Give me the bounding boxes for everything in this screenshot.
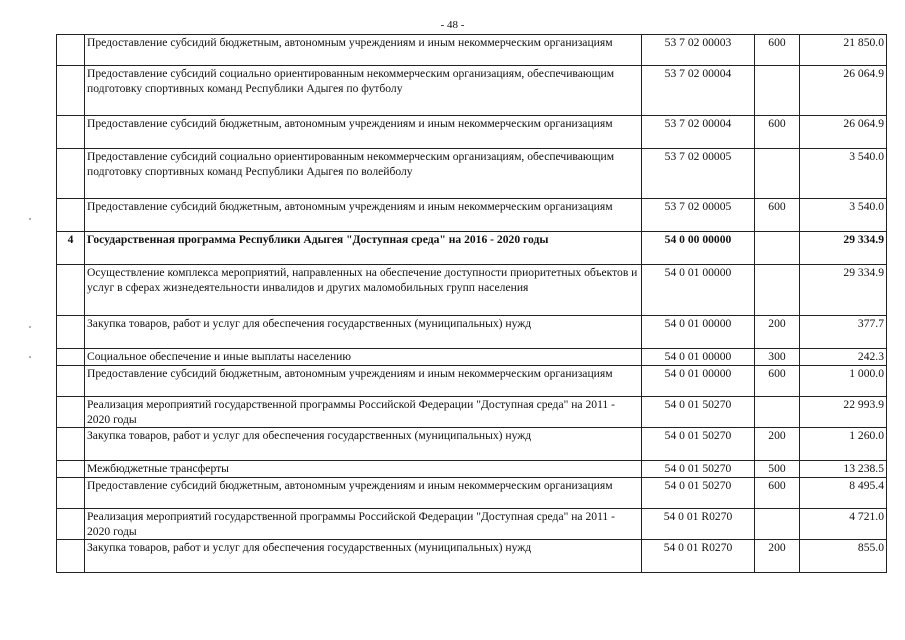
row-expense-type (755, 66, 800, 116)
row-expense-type (755, 509, 800, 540)
row-amount: 4 721.0 (800, 509, 887, 540)
row-name: Закупка товаров, работ и услуг для обеспечения государственных (муниципальных) нужд (85, 428, 642, 461)
row-code: 54 0 00 00000 (642, 232, 755, 265)
row-expense-type: 200 (755, 428, 800, 461)
row-code: 53 7 02 00003 (642, 35, 755, 66)
row-number (57, 35, 85, 66)
row-amount: 1 260.0 (800, 428, 887, 461)
row-name: Предоставление субсидий бюджетным, автономным учреждениям и иным некоммерческим организациям (85, 116, 642, 149)
row-name: Реализация мероприятий государственной программы Российской Федерации "Доступная среда" на 2011 - 2020 годы (85, 397, 642, 428)
table-row (57, 199, 887, 232)
table-row (57, 461, 887, 478)
row-expense-type: 600 (755, 199, 800, 232)
row-name: Предоставление субсидий бюджетным, автономным учреждениям и иным некоммерческим организациям (85, 199, 642, 232)
row-code: 54 0 01 R0270 (642, 509, 755, 540)
scan-speck (29, 356, 31, 358)
row-name: Межбюджетные трансферты (85, 461, 642, 478)
row-expense-type: 200 (755, 540, 800, 573)
row-code: 54 0 01 00000 (642, 265, 755, 316)
table-row (57, 66, 887, 116)
table-row (57, 149, 887, 199)
row-code: 53 7 02 00005 (642, 149, 755, 199)
row-amount: 26 064.9 (800, 116, 887, 149)
table-row (57, 509, 887, 540)
budget-table-body (57, 35, 887, 573)
row-number (57, 116, 85, 149)
row-code: 54 0 01 50270 (642, 461, 755, 478)
row-number (57, 397, 85, 428)
row-expense-type (755, 232, 800, 265)
row-code: 53 7 02 00004 (642, 116, 755, 149)
row-code: 54 0 01 00000 (642, 366, 755, 397)
table-row (57, 397, 887, 428)
row-number (57, 149, 85, 199)
row-amount: 3 540.0 (800, 149, 887, 199)
row-code: 54 0 01 50270 (642, 397, 755, 428)
table-row (57, 116, 887, 149)
table-row (57, 316, 887, 349)
row-code: 53 7 02 00005 (642, 199, 755, 232)
row-name: Предоставление субсидий социально ориентированным некоммерческим организациям, обеспечивающим подготовку спортивных команд Республики Адыгея по футболу (85, 66, 642, 116)
table-row (57, 428, 887, 461)
row-expense-type: 200 (755, 316, 800, 349)
row-number (57, 316, 85, 349)
row-code: 54 0 01 50270 (642, 428, 755, 461)
budget-table (56, 34, 887, 573)
row-number (57, 199, 85, 232)
table-row (57, 540, 887, 573)
row-expense-type: 600 (755, 366, 800, 397)
scan-speck (29, 326, 31, 328)
row-expense-type: 300 (755, 349, 800, 366)
row-code: 54 0 01 R0270 (642, 540, 755, 573)
row-amount: 242.3 (800, 349, 887, 366)
row-number (57, 349, 85, 366)
row-amount: 377.7 (800, 316, 887, 349)
scan-speck (29, 218, 31, 220)
table-row (57, 35, 887, 66)
row-name: Государственная программа Республики Адыгея "Доступная среда" на 2016 - 2020 годы (85, 232, 642, 265)
row-name: Предоставление субсидий бюджетным, автономным учреждениям и иным некоммерческим организациям (85, 478, 642, 509)
row-expense-type: 500 (755, 461, 800, 478)
row-amount: 21 850.0 (800, 35, 887, 66)
row-expense-type (755, 149, 800, 199)
row-name: Осуществление комплекса мероприятий, направленных на обеспечение доступности приоритетных объектов и услуг в сферах жизнедеятельности инвалидов и других маломобильных групп населения (85, 265, 642, 316)
table-row (57, 478, 887, 509)
row-number (57, 265, 85, 316)
table-row (57, 349, 887, 366)
row-code: 53 7 02 00004 (642, 66, 755, 116)
table-row (57, 232, 887, 265)
row-name: Закупка товаров, работ и услуг для обеспечения государственных (муниципальных) нужд (85, 540, 642, 573)
row-name: Предоставление субсидий бюджетным, автономным учреждениям и иным некоммерческим организациям (85, 366, 642, 397)
row-number: 4 (57, 232, 85, 265)
row-code: 54 0 01 00000 (642, 316, 755, 349)
row-name: Реализация мероприятий государственной программы Российской Федерации "Доступная среда" на 2011 - 2020 годы (85, 509, 642, 540)
row-number (57, 509, 85, 540)
row-number (57, 540, 85, 573)
row-number (57, 478, 85, 509)
row-amount: 8 495.4 (800, 478, 887, 509)
row-name: Социальное обеспечение и иные выплаты населению (85, 349, 642, 366)
table-row (57, 366, 887, 397)
row-expense-type (755, 397, 800, 428)
row-amount: 1 000.0 (800, 366, 887, 397)
row-expense-type: 600 (755, 35, 800, 66)
row-amount: 26 064.9 (800, 66, 887, 116)
row-expense-type: 600 (755, 478, 800, 509)
table-row (57, 265, 887, 316)
row-number (57, 66, 85, 116)
row-number (57, 366, 85, 397)
row-amount: 13 238.5 (800, 461, 887, 478)
row-number (57, 461, 85, 478)
row-amount: 3 540.0 (800, 199, 887, 232)
row-amount: 29 334.9 (800, 232, 887, 265)
row-amount: 29 334.9 (800, 265, 887, 316)
row-name: Предоставление субсидий социально ориентированным некоммерческим организациям, обеспечивающим подготовку спортивных команд Республики Адыгея по волейболу (85, 149, 642, 199)
row-expense-type (755, 265, 800, 316)
page-number: - 48 - (440, 19, 465, 31)
row-number (57, 428, 85, 461)
row-amount: 855.0 (800, 540, 887, 573)
row-expense-type: 600 (755, 116, 800, 149)
row-name: Закупка товаров, работ и услуг для обеспечения государственных (муниципальных) нужд (85, 316, 642, 349)
row-name: Предоставление субсидий бюджетным, автономным учреждениям и иным некоммерческим организациям (85, 35, 642, 66)
row-code: 54 0 01 50270 (642, 478, 755, 509)
row-amount: 22 993.9 (800, 397, 887, 428)
row-code: 54 0 01 00000 (642, 349, 755, 366)
